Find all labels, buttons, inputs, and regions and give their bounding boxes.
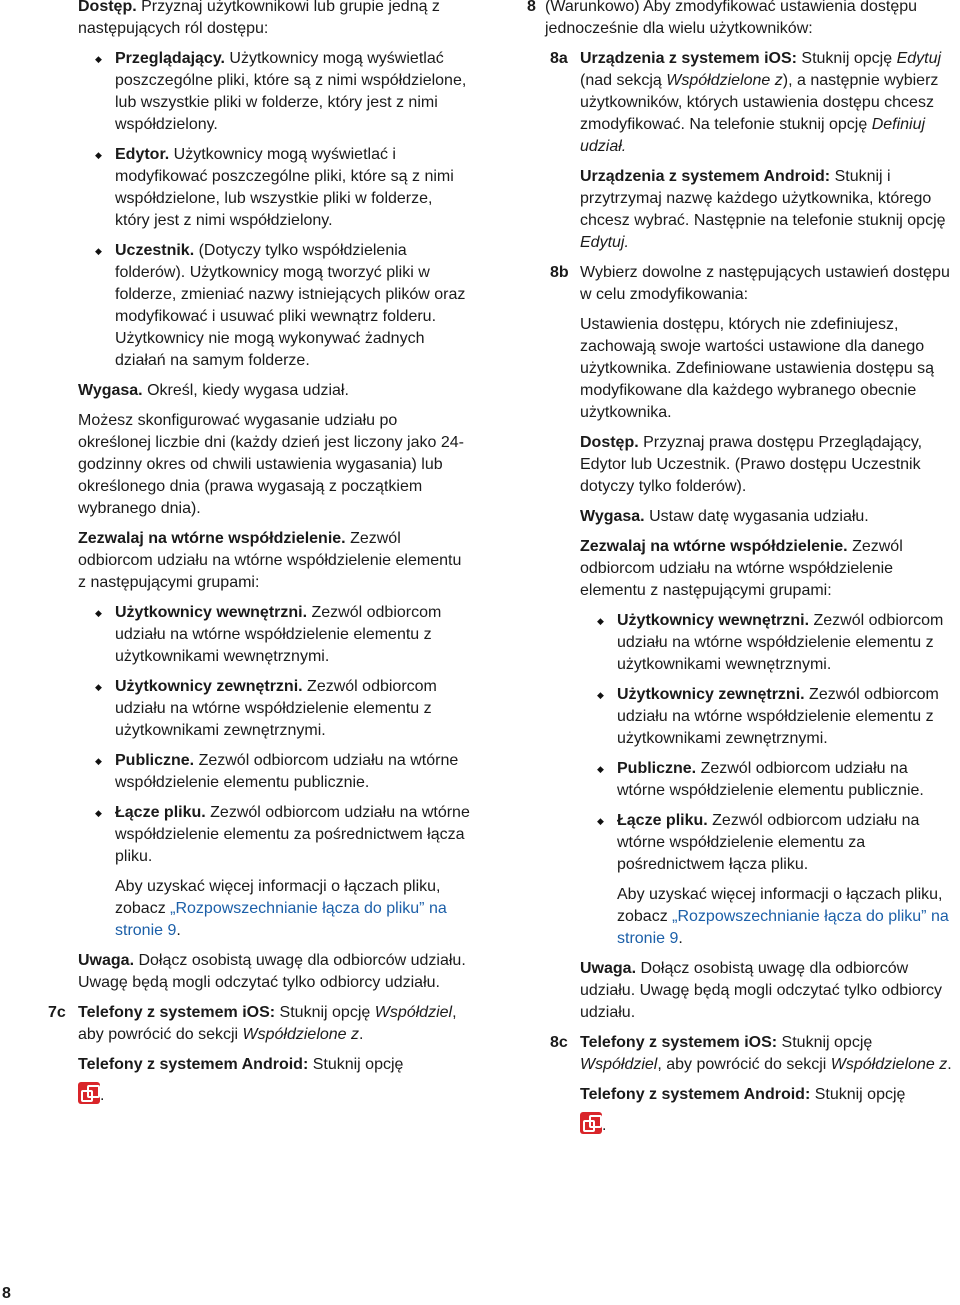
step-8c [530, 1032, 958, 1137]
step-number: 7c [48, 1004, 66, 1021]
step-7c [48, 1002, 470, 1107]
ios-instruction: Telefony z systemem iOS: Stuknij opcję Współdziel, aby powrócić do sekcji Współdzielone z. [580, 1034, 952, 1073]
more-info: Aby uzyskać więcej informacji o łączach pliku, zobacz „Rozpowszechnianie łącza do pliku” na stronie 9. [617, 886, 949, 947]
group-public: ◆ Publiczne. Zezwól odbiorcom udziału na wtórne współdzielenie elementu publicznie. [78, 750, 470, 794]
ios-devices-instruction: Urządzenia z systemem iOS: Stuknij opcję Edytuj (nad sekcją Współdzielone z), a następnie wybierz użytkowników, których ustawienia dostępu chcesz zmodyfikować. Na telefonie stuknij opcję Definiuj udział. [580, 50, 942, 155]
group-external: ◆ Użytkownicy zewnętrzni. Zezwól odbiorcom udziału na wtórne współdzielenie elementu z użytkownikami zewnętrznymi. [580, 684, 958, 750]
more-info: Aby uzyskać więcej informacji o łączach pliku, zobacz „Rozpowszechnianie łącza do pliku” na stronie 9. [115, 878, 447, 939]
android-devices-instruction: Urządzenia z systemem Android: Stuknij i przytrzymaj nazwę każdego użytkownika, którego chcesz wybrać. Następnie na telefonie stuknij opcję Edytuj. [580, 168, 946, 251]
note-paragraph: Uwaga. Dołącz osobistą uwagę dla odbiorców udziału. Uwagę będą mogli odczytać tylko odbiorcy udziału. [580, 960, 942, 1021]
group-internal: ◆ Użytkownicy wewnętrzni. Zezwól odbiorcom udziału na wtórne współdzielenie elementu z użytkownikami wewnętrznymi. [580, 610, 958, 676]
group-file-link: ◆ Łącze pliku. Zezwól odbiorcom udziału na wtórne współdzielenie elementu za pośrednictwem łącza pliku. [580, 810, 958, 876]
step-8b: 8b Wybierz dowolne z następujących ustawień dostępu w celu zmodyfikowania: Ustawienia dostępu, których nie zdefiniujesz, zachowają swoje wartości ustawione dla danego użytkownika. Zdefiniowane ustawienia dostępu są modyfikowane dla każdego wybranego obecnie użytkownika. Dostęp. Przyznaj prawa dostępu Przeglądający, Edytor lub Uczestnik. (Prawo dostępu Uczestnik dotyczy tylko folderów). Wygasa. Ustaw datę wygasania udziału. Zezwalaj na wtórne współdzielenie. Zezwól odbiorcom udziału na wtórne współdzielenie elementu z następującymi grupami: ◆ Użytkownicy wewnętrzni. Zezwól odbiorcom udziału na wtórne współdzielenie elementu z użytkownikami wewnętrznymi. ◆ Użytkownicy zewnętrzni. Zezwól odbiorcom udziału na wtórne współdzielenie elementu z użytkownikami zewnętrznymi. ◆ Publiczne. Zezwól odbiorcom udziału na wtórne współdzielenie elementu publicznie. ◆ Łącze pliku. Zezwól odbiorcom udziału na wtórne współdzielenie elementu za pośrednictwem łącza pliku. Aby uzyskać więcej informacji o łączach pliku, zobacz „Rozpowszechnianie łącza do pliku” na stronie 9. Uwaga. Dołącz osobistą uwagę dla odbiorców udziału. Uwagę będą mogli odczytać tylko odbiorcy udziału. [530, 262, 958, 1024]
android-instruction: Telefony z systemem Android: Stuknij opcję . [580, 1086, 906, 1134]
step-number: 8c [550, 1034, 568, 1051]
access-paragraph: Dostęp. Przyznaj użytkownikowi lub grupie jedną z następujących ról dostępu: [78, 0, 440, 37]
step-number: 8 [527, 0, 536, 15]
right-column [527, 0, 958, 1137]
group-public: ◆ Publiczne. Zezwól odbiorcom udziału na wtórne współdzielenie elementu publicznie. [580, 758, 958, 802]
page-number: 8 [2, 1285, 11, 1302]
group-external: ◆ Użytkownicy zewnętrzni. Zezwól odbiorcom udziału na wtórne współdzielenie elementu z użytkownikami zewnętrznymi. [78, 676, 470, 742]
step-number: 8a [550, 50, 568, 67]
android-instruction: Telefony z systemem Android: Stuknij opcję . [78, 1056, 404, 1104]
settings-paragraph: Ustawienia dostępu, których nie zdefiniujesz, zachowają swoje wartości ustawione dla danego użytkownika. Zdefiniowane ustawienia dostępu są modyfikowane dla każdego wybranego obecnie użytkownika. [580, 316, 934, 421]
role-contributor: ◆ Uczestnik. (Dotyczy tylko współdzielenia folderów). Użytkownicy mogą tworzyć pliki w folderze, zmieniać nazwy istniejących plików oraz modyfikować i usuwać pliki wewnątrz folderu. Użytkownicy nie mogą wykonywać żadnych działań na samym folderze. [78, 240, 470, 372]
access-heading: Dostęp. [78, 0, 137, 15]
expire-paragraph: Wygasa. Określ, kiedy wygasa udział. [78, 382, 349, 399]
role-editor: ◆ Edytor. Użytkownicy mogą wyświetlać i modyfikować poszczególne pliki, które są z nimi współdzielone, lub wszystkie pliki w folderze, który jest z nimi współdzielony. [78, 144, 470, 232]
expire-details: Możesz skonfigurować wygasanie udziału po określonej liczbie dni (każdy dzień jest liczony jako 24-godzinny okres od chwili ustawienia wygasania) lub określonego dnia (prawa wygasają z początkiem wybranego dnia). [78, 412, 464, 517]
step-number: 8b [550, 264, 569, 281]
reshare-paragraph: Zezwalaj na wtórne współdzielenie. Zezwól odbiorcom udziału na wtórne współdzielenie elementu z następującymi grupami: [78, 530, 462, 591]
note-paragraph: Uwaga. Dołącz osobistą uwagę dla odbiorców udziału. Uwagę będą mogli odczytać tylko odbiorcy udziału. [78, 952, 466, 991]
group-internal: ◆ Użytkownicy wewnętrzni. Zezwól odbiorcom udziału na wtórne współdzielenie elementu z użytkownikami wewnętrznymi. [78, 602, 470, 668]
role-viewer: ◆ Przeglądający. Użytkownicy mogą wyświetlać poszczególne pliki, które są z nimi współdzielone, lub wszystkie pliki w folderze, który jest z nimi współdzielony. [78, 48, 470, 136]
share-icon [78, 1082, 100, 1104]
ios-instruction: Telefony z systemem iOS: Stuknij opcję Współdziel, aby powrócić do sekcji Współdzielone z. [78, 1004, 457, 1043]
step-8a [530, 48, 958, 254]
share-icon [580, 1112, 602, 1134]
step-8: 8 (Warunkowo) Aby zmodyfikować ustawienia dostępu jednocześnie dla wielu użytkowników: [530, 0, 958, 40]
file-link-reference[interactable]: „Rozpowszechnianie łącza do pliku” na stronie 9 [115, 900, 447, 939]
left-column [48, 0, 470, 1107]
access-paragraph: Dostęp. Przyznaj prawa dostępu Przeglądający, Edytor lub Uczestnik. (Prawo dostępu Uczestnik dotyczy tylko folderów). [580, 434, 923, 495]
file-link-reference[interactable]: „Rozpowszechnianie łącza do pliku” na stronie 9 [617, 908, 949, 947]
group-file-link: ◆ Łącze pliku. Zezwól odbiorcom udziału na wtórne współdzielenie elementu za pośrednictwem łącza pliku. [78, 802, 470, 868]
reshare-paragraph: Zezwalaj na wtórne współdzielenie. Zezwól odbiorcom udziału na wtórne współdzielenie elementu z następującymi grupami: [580, 538, 903, 599]
expire-paragraph: Wygasa. Ustaw datę wygasania udziału. [580, 508, 869, 525]
